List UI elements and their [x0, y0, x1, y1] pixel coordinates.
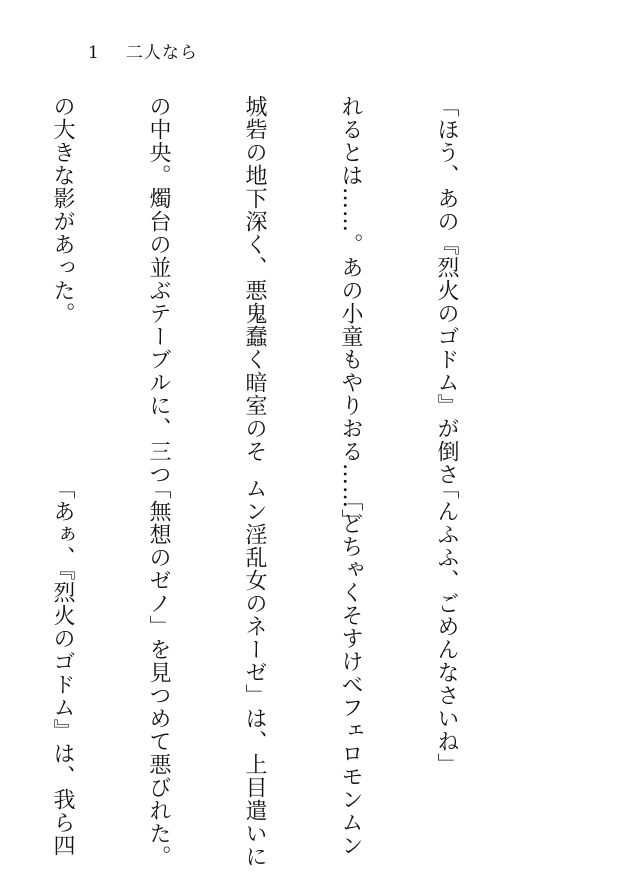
- text-block-bottom: [0, 477, 526, 868]
- text-line: 城砦の地下深く、悪鬼蠢く暗室のそ: [242, 95, 267, 463]
- text-line: 「ほう、あの『烈火のゴドム』が倒さ: [434, 95, 459, 486]
- text-line: の中央。燭台の並ぶテーブルに、三つ: [146, 95, 171, 486]
- chapter-title: 二人なら: [125, 43, 198, 63]
- text-line: れるとは……。あの小童もやりおる……」: [338, 95, 363, 532]
- text-line: 「んふふ、ごめんなさいね」: [434, 477, 459, 776]
- text-line: 「無想のゼノ」を見つめて悪びれた。: [146, 477, 171, 868]
- text-line: の大きな影があった。: [50, 95, 75, 325]
- text-line: 「どちゃくそすけべフェロモンムン: [338, 477, 363, 857]
- page-number: 1: [88, 43, 100, 63]
- text-line: ムン淫乱女のネーゼ」は、上目遣いに: [242, 477, 267, 868]
- text-block-top: [0, 95, 526, 532]
- text-line: 「あぁ、『烈火のゴドム』は、我ら四: [50, 477, 75, 857]
- page-header: [88, 38, 198, 63]
